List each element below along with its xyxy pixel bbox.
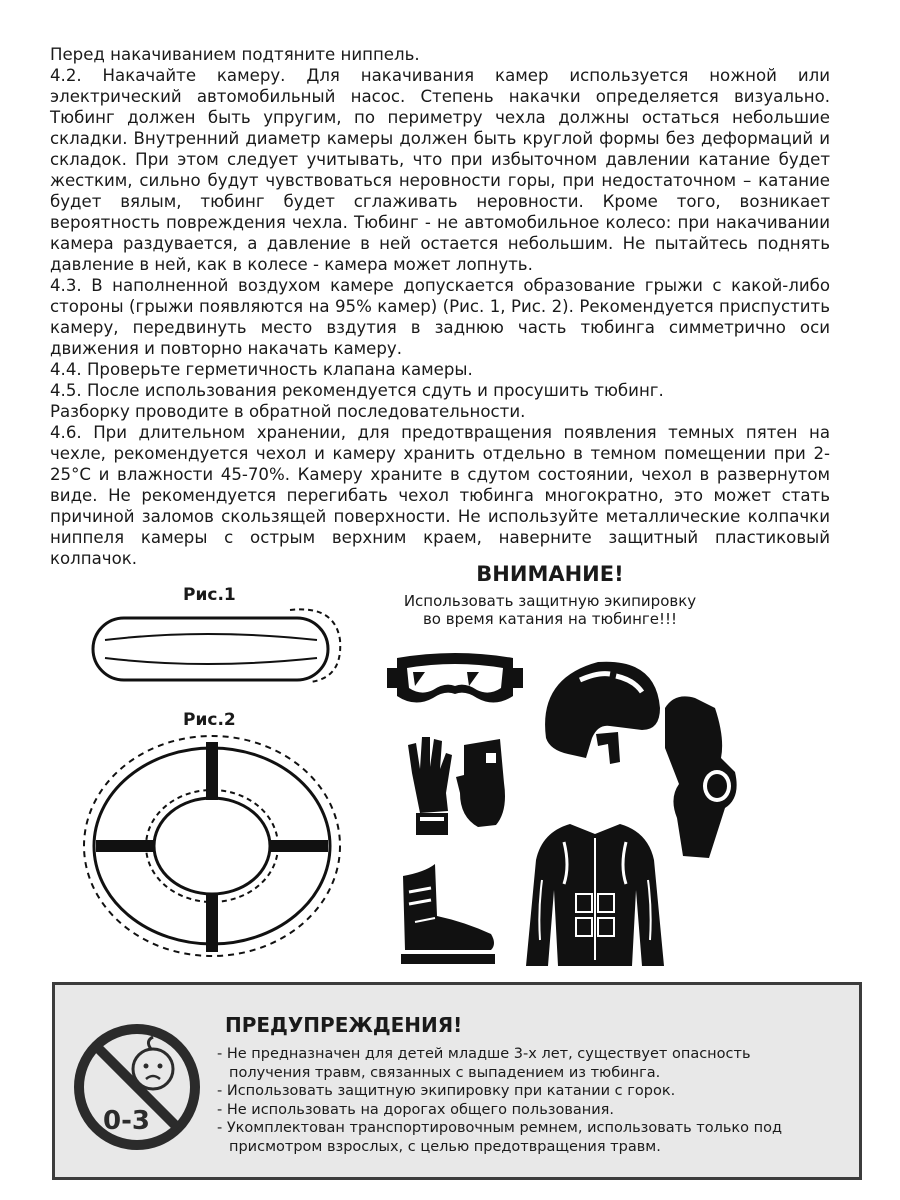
paragraph-nipple: Перед накачиванием подтяните ниппель. — [50, 45, 420, 64]
fig2-label: Рис.2 — [183, 710, 236, 730]
warning-item: присмотром взрослых, с целью предотвращения травм. — [229, 1138, 661, 1155]
protective-jacket-icon — [520, 820, 670, 970]
warning-item: - Не предназначен для детей младше 3-х лет, существует опасность — [217, 1046, 751, 1062]
paragraph-4-6: 4.6. При длительном хранении, для предотвращения появления темных пятен на чехле, рекомендуется чехол и камеру хранить отдельно в темном помещении при 2-25°C и влажности 45-70%. Камеру храните в сдутом состоянии, чехол в развернутом виде. Не рекомендуется перегибать чехол тюбинга многократно, это может стать причиной заломов скользящей поверхности. Не используйте металлические колпачки ниппеля камеры с острым верхним краем, наверните защитный пластиковый колпачок. — [50, 423, 830, 568]
attention-title: ВНИМАНИЕ! — [476, 562, 624, 586]
instructions-text — [50, 44, 830, 569]
paragraph-disassembly: Разборку проводите в обратной последовательности. — [50, 402, 526, 421]
helmet-icon — [538, 658, 663, 766]
fig1-label: Рис.1 — [183, 585, 236, 605]
tube-top-view-figure — [82, 728, 347, 963]
boot-icon — [395, 862, 500, 967]
goggles-icon — [385, 652, 525, 714]
warning-box — [52, 982, 862, 1180]
paragraph-4-2: 4.2. Накачайте камеру. Для накачивания камер используется ножной или электрический автомобильный насос. Степень накачки определяется визуально. Тюбинг должен быть упругим, по периметру чехла должны остаться небольшие складки. Внутренний диаметр камеры должен быть круглой формы без деформаций и складок. При этом следует учитывать, что при избыточном давлении катание будет жестким, сильно будут чувствоваться неровности горы, при недостаточном – катание будет вялым, тюбинг будет сглаживать неровности. Кроме того, возникает вероятность повреждения чехла. Тюбинг - не автомобильное колесо: при накачивании камера раздувается, а давление в ней остается небольшим. Не пытайтесь поднять давление в ней, как в колесе - камера может лопнуть. — [50, 66, 830, 274]
tube-side-view-figure — [85, 600, 345, 700]
paragraph-4-5: 4.5. После использования рекомендуется сдуть и просушить тюбинг. — [50, 381, 664, 400]
warning-title: ПРЕДУПРЕЖДЕНИЯ! — [225, 1013, 463, 1037]
attention-line-1: Использовать защитную экипировку — [403, 592, 697, 610]
attention-text — [380, 592, 720, 628]
warning-item: получения травм, связанных с выпадением из тюбинга. — [229, 1064, 661, 1081]
paragraph-4-4: 4.4. Проверьте герметичность клапана камеры. — [50, 360, 473, 379]
attention-line-2: во время катания на тюбинге!!! — [422, 610, 678, 628]
warning-item: - Укомплектован транспортировочным ремнем, использовать только под — [217, 1120, 783, 1136]
warning-list — [217, 1045, 817, 1156]
warning-item: - Не использовать на дорогах общего пользования. — [217, 1101, 614, 1118]
age-label: 0-3 — [103, 1106, 150, 1136]
paragraph-4-3: 4.3. В наполненной воздухом камере допускается образование грыжи с какой-либо стороны (грыжи появляются на 95% камер) (Рис. 1, Рис. 2). Рекомендуется приспустить камеру, передвинуть место вздутия в заднюю часть тюбинга симметрично оси движения и повторно накачать камеру. — [50, 276, 830, 358]
gloves-icon — [398, 733, 513, 838]
warning-item: - Использовать защитную экипировку при катании с горок. — [217, 1083, 676, 1099]
age-restriction-icon — [71, 1021, 203, 1153]
